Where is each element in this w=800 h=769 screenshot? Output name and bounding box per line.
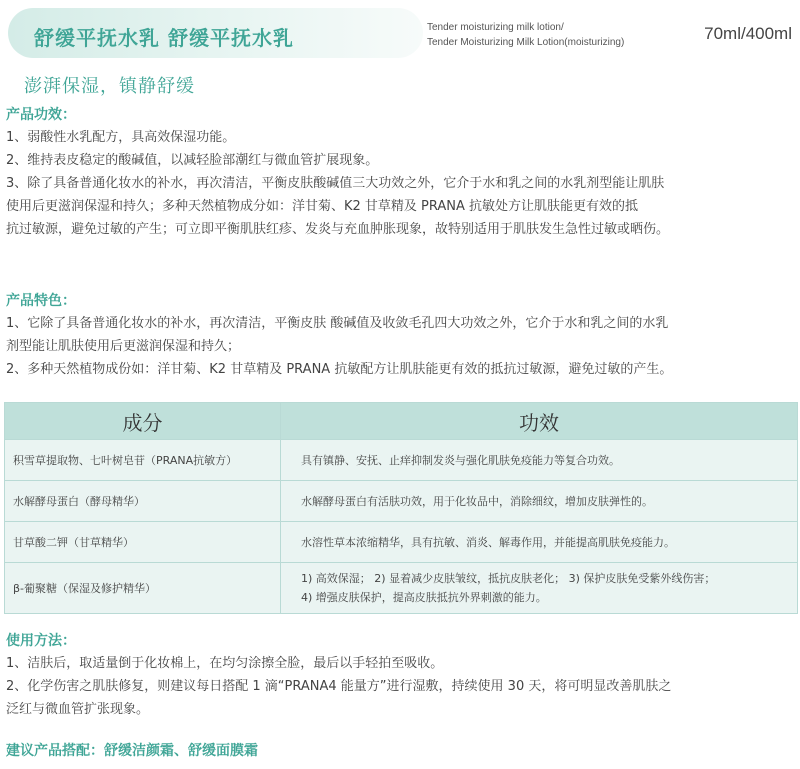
features-heading: 产品特色： bbox=[6, 293, 76, 309]
usage-line: 2、化学伤害之肌肤修复，则建议每日搭配 1 滴“PRANA4 能量方”进行湿敷，持续使用 30 天，将可明显改善肌肤之 bbox=[6, 679, 672, 694]
features-line: 1、它除了具备普通化妆水的补水，再次清洁，平衡皮肤 酸碱值及收敛毛孔四大功效之外，它介于水和乳之间的水乳 bbox=[6, 316, 669, 331]
english-name-line2: Tender Moisturizing Milk Lotion(moisturizing) bbox=[427, 37, 625, 48]
product-subtitle: 澎湃保湿，镇静舒缓 bbox=[24, 76, 195, 97]
table-row bbox=[5, 562, 797, 613]
efficacy-heading: 产品功效： bbox=[6, 107, 76, 123]
english-name bbox=[427, 20, 624, 50]
ingredient-text: 水解酵母蛋白（酵母精华） bbox=[13, 494, 145, 508]
efficacy-section bbox=[6, 104, 796, 241]
banner-pill bbox=[8, 8, 423, 58]
features-line: 2、多种天然植物成份如：洋甘菊、K2 甘草精及 PRANA 抗敏配方让肌肤能更有效的抵抗过敏源，避免过敏的产生。 bbox=[6, 362, 673, 377]
usage-heading: 使用方法： bbox=[6, 633, 76, 649]
effect-cell bbox=[281, 481, 797, 521]
table-header-row bbox=[5, 403, 797, 439]
recommend-text: 建议产品搭配：舒缓洁颜霜、舒缓面膜霜 bbox=[6, 743, 258, 759]
ingredient-cell bbox=[5, 522, 281, 562]
table-row bbox=[5, 521, 797, 562]
ingredients-table bbox=[4, 402, 798, 614]
recommend-section bbox=[6, 740, 796, 762]
effect-cell bbox=[281, 563, 797, 613]
ingredient-cell bbox=[5, 481, 281, 521]
product-title: 舒缓平抚水乳 舒缓平抚水乳 bbox=[34, 26, 294, 50]
ingredient-cell bbox=[5, 440, 281, 480]
effect-cell bbox=[281, 522, 797, 562]
effect-text: 具有镇静、安抚、止痒抑制发炎与强化肌肤免疫能力等复合功效。 bbox=[301, 453, 620, 467]
effect-text: 水溶性草本浓缩精华，具有抗敏、消炎、解毒作用，并能提高肌肤免疫能力。 bbox=[301, 535, 675, 549]
usage-line: 泛红与微血管扩张现象。 bbox=[6, 702, 150, 717]
efficacy-line: 使用后更滋润保湿和持久；多种天然植物成分如：洋甘菊、K2 甘草精及 PRANA 抗敏处方让肌肤能更有效的抵 bbox=[6, 199, 639, 214]
ingredient-text: β-葡聚糖（保湿及修护精华） bbox=[13, 581, 156, 595]
efficacy-line: 1、弱酸性水乳配方，具高效保湿功能。 bbox=[6, 130, 236, 145]
effect-cell bbox=[281, 440, 797, 480]
table-header-ingredient: 成分 bbox=[5, 403, 281, 439]
table-row bbox=[5, 439, 797, 480]
features-line: 剂型能让肌肤使用后更滋润保湿和持久； bbox=[6, 339, 241, 354]
efficacy-line: 抗过敏源，避免过敏的产生；可立即平衡肌肤红疹、发炎与充血肿胀现象，故特别适用于肌肤发生急性过敏或晒伤。 bbox=[6, 222, 670, 237]
usage-section bbox=[6, 630, 796, 721]
english-name-line1: Tender moisturizing milk lotion/ bbox=[427, 22, 564, 33]
ingredient-text: 甘草酸二钾（甘草精华） bbox=[13, 535, 134, 549]
efficacy-line: 2、维持表皮稳定的酸碱值，以减轻脸部潮红与微血管扩展现象。 bbox=[6, 153, 379, 168]
table-row bbox=[5, 480, 797, 521]
effect-text: 4) 增强皮肤保护，提高皮肤抵抗外界刺激的能力。 bbox=[301, 591, 547, 604]
effect-text: 水解酵母蛋白有活肤功效，用于化妆品中，消除细纹，增加皮肤弹性的。 bbox=[301, 494, 653, 508]
header-banner bbox=[0, 4, 800, 62]
efficacy-line: 3、除了具备普通化妆水的补水，再次清洁，平衡皮肤酸碱值三大功效之外，它介于水和乳之间的水乳剂型能让肌肤 bbox=[6, 176, 665, 191]
volume-label: 70ml/400ml bbox=[704, 24, 792, 43]
table-header-effect: 功效 bbox=[281, 403, 797, 439]
ingredient-text: 积雪草提取物、七叶树皂苷（PRANA抗敏方） bbox=[13, 453, 238, 467]
usage-line: 1、洁肤后，取适量倒于化妆棉上，在均匀涂擦全脸，最后以手轻拍至吸收。 bbox=[6, 656, 444, 671]
ingredient-cell bbox=[5, 563, 281, 613]
effect-text: 1) 高效保湿； 2) 显着减少皮肤皱纹，抵抗皮肤老化； 3) 保护皮肤免受紫外线伤害； bbox=[301, 572, 716, 585]
features-section bbox=[6, 290, 796, 381]
